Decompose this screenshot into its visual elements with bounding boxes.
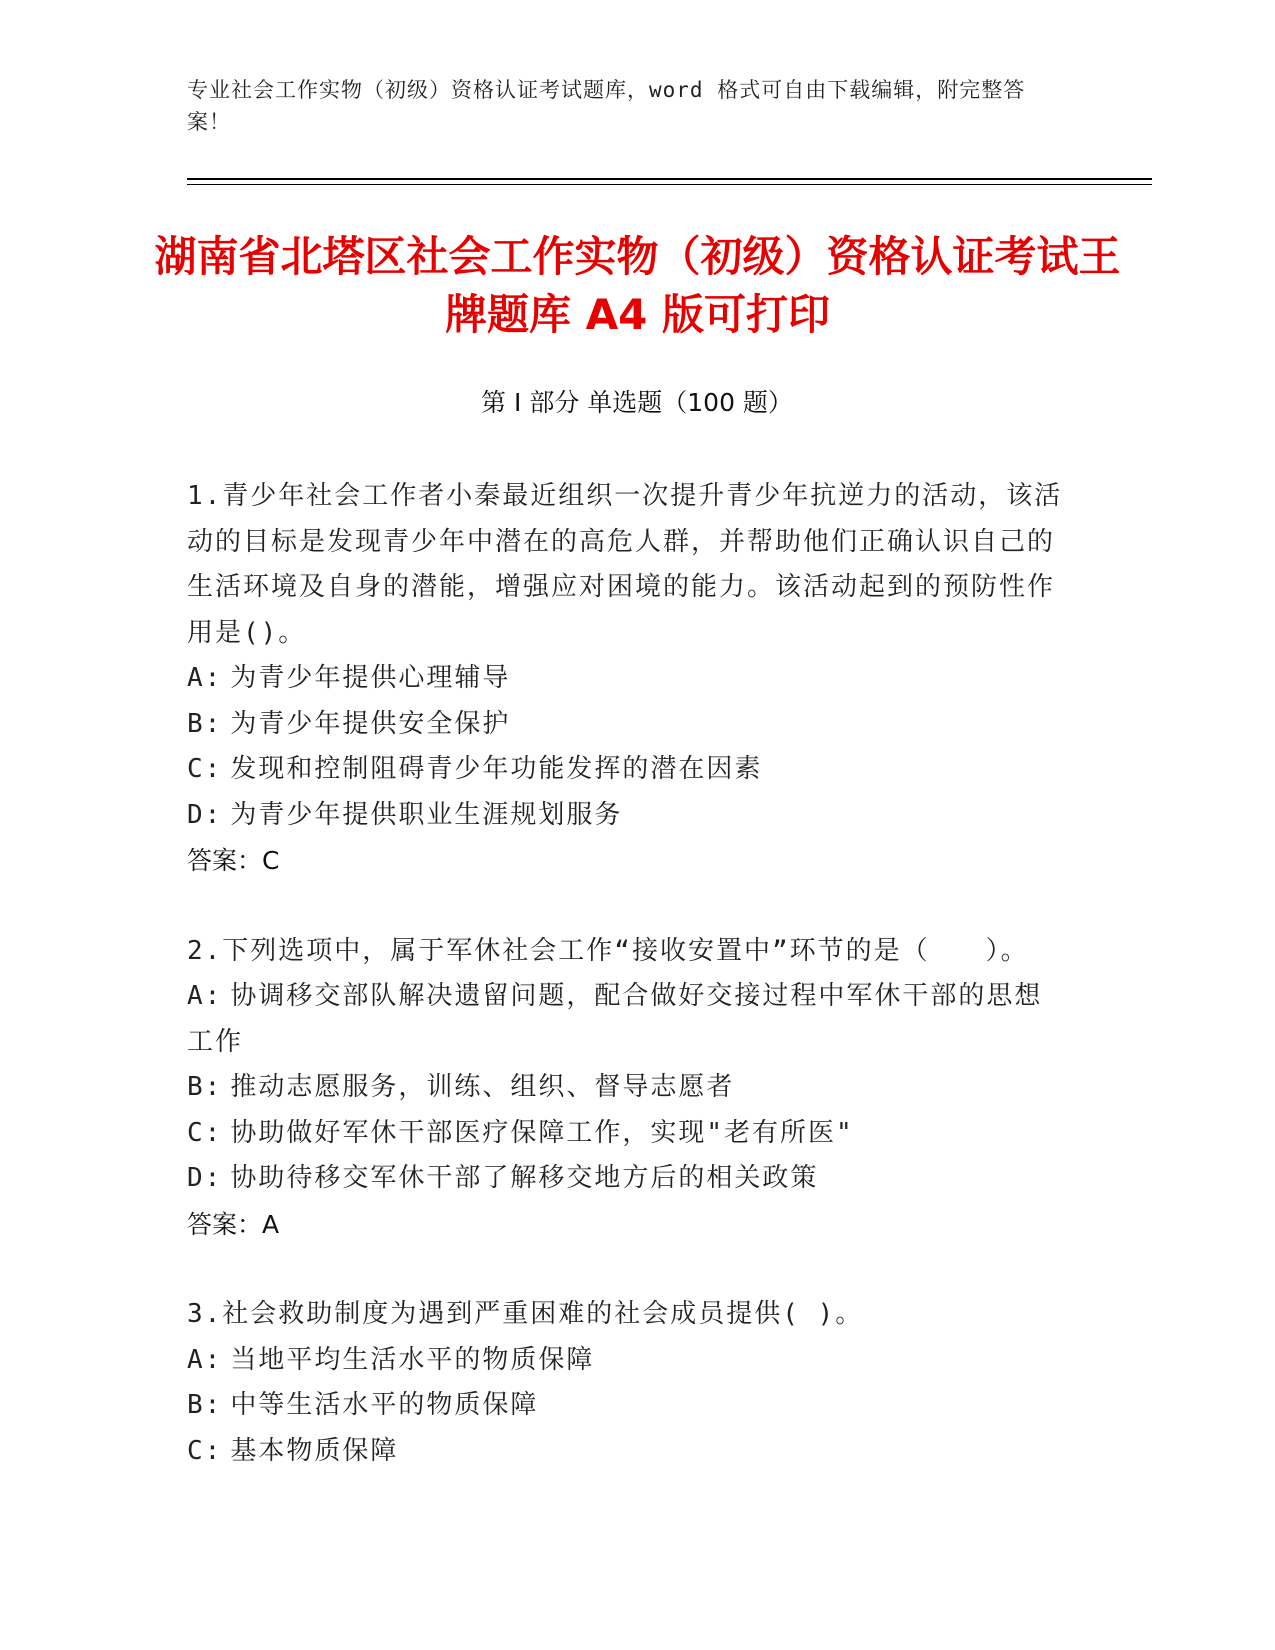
- option-b: [187, 1065, 1067, 1111]
- question-stem: 2.下列选项中，属于军休社会工作“接收安置中”环节的是（ ）。: [187, 935, 1029, 966]
- question-list: [187, 474, 1067, 1519]
- question-2: [187, 929, 1067, 1248]
- option-text: 为青少年提供职业生涯规划服务: [230, 799, 623, 830]
- question-stem: 1.青少年社会工作者小秦最近组织一次提升青少年抗逆力的活动，该活动的目标是发现青少年中潜在的高危人群，并帮助他们正确认识自己的生活环境及自身的潜能，增强应对困境的能力。该活动起到的预防性作用是()。: [187, 481, 1063, 648]
- option-text: 为青少年提供安全保护: [230, 708, 511, 739]
- option-text: 发现和控制阻碍青少年功能发挥的潜在因素: [230, 754, 763, 784]
- document-title: 湖南省北塔区社会工作实物（初级）资格认证考试王牌题库 A4 版可打印: [154, 232, 1121, 339]
- header-divider-thin: [187, 184, 1152, 185]
- question-stem: 3.社会救助制度为遇到严重困难的社会成员提供( )。: [187, 1299, 864, 1329]
- option-a: [187, 1338, 1067, 1384]
- option-text: 协助待移交军休干部了解移交地方后的相关政策: [230, 1163, 819, 1193]
- option-d: [187, 793, 1067, 839]
- header-note: 专业社会工作实物（初级）资格认证考试题库，word 格式可自由下载编辑，附完整答案！: [187, 78, 1026, 134]
- option-label: B:: [187, 708, 223, 739]
- option-text: 为青少年提供心理辅导: [230, 663, 511, 693]
- option-a: [187, 974, 1067, 1065]
- header-divider-thick: [187, 178, 1152, 180]
- question-1: [187, 474, 1067, 884]
- option-c: [187, 747, 1067, 793]
- option-text: 基本物质保障: [230, 1435, 399, 1466]
- option-label: C:: [187, 1435, 223, 1466]
- option-c: [187, 1111, 1067, 1157]
- option-label: C:: [187, 754, 223, 784]
- option-label: B:: [187, 1390, 223, 1420]
- option-text: 协助做好军休干部医疗保障工作，实现"老有所医": [230, 1117, 854, 1148]
- option-label: D:: [187, 1163, 223, 1193]
- option-text: 协调移交部队解决遗留问题，配合做好交接过程中军休干部的思想工作: [187, 981, 1043, 1057]
- option-label: C:: [187, 1117, 223, 1148]
- option-text: 推动志愿服务，训练、组织、督导志愿者: [230, 1072, 735, 1102]
- option-c: [187, 1429, 1067, 1475]
- option-b: [187, 1383, 1067, 1429]
- option-label: A:: [187, 981, 223, 1011]
- option-text: 中等生活水平的物质保障: [230, 1390, 539, 1420]
- option-d: [187, 1156, 1067, 1202]
- option-a: [187, 656, 1067, 702]
- option-label: B:: [187, 1072, 223, 1102]
- option-b: [187, 702, 1067, 748]
- option-label: A:: [187, 663, 223, 693]
- section-title: 第 I 部分 单选题（100 题）: [481, 388, 793, 417]
- question-3: [187, 1292, 1067, 1474]
- option-text: 当地平均生活水平的物质保障: [230, 1344, 595, 1375]
- option-label: A:: [187, 1344, 223, 1375]
- answer-line: 答案：A: [187, 1209, 280, 1239]
- option-label: D:: [187, 799, 223, 830]
- answer-line: 答案：C: [187, 846, 280, 875]
